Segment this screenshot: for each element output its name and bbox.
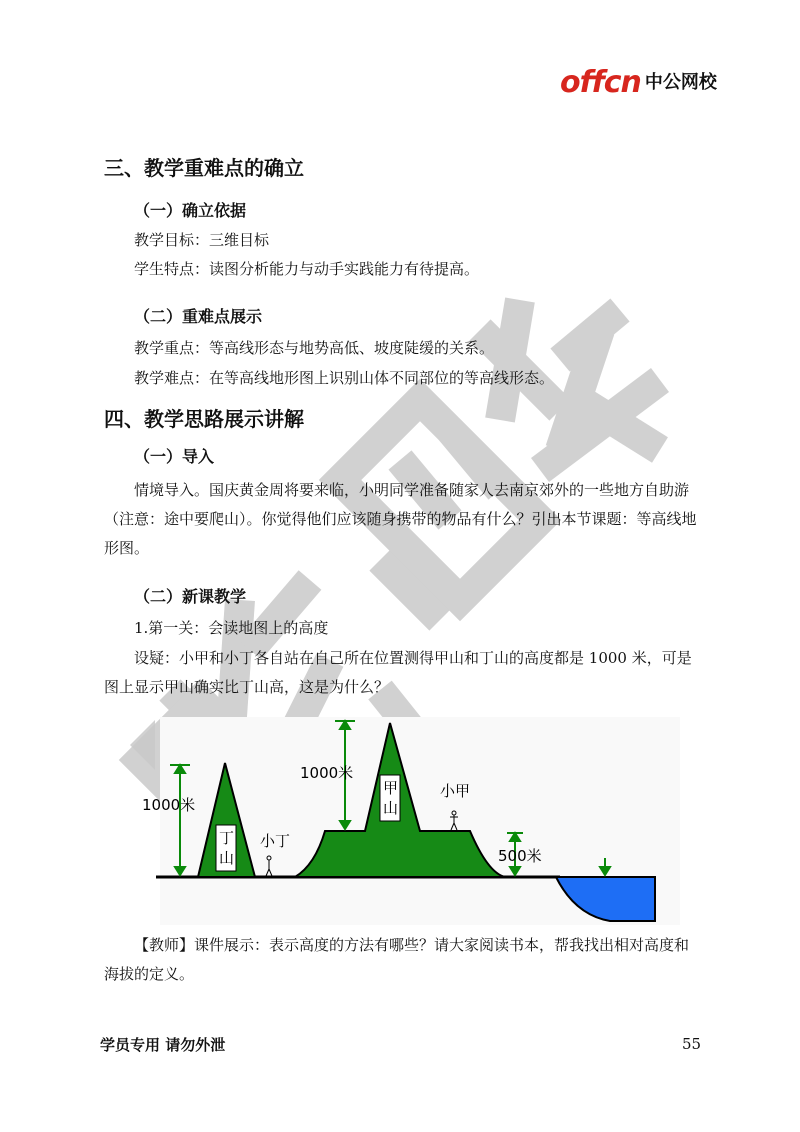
label-person-jia: 小甲 [440,782,471,800]
student-feature-line: 学生特点：读图分析能力与动手实践能力有待提高。 [134,260,480,278]
height-diagram [120,715,680,925]
label-jia-height: 1000米 [300,764,354,782]
logo-chinese-text: 中公网校 [644,72,717,93]
section3-sub1-heading: （一）确立依据 [134,201,247,220]
label-person-ding: 小丁 [260,832,291,850]
section4-heading: 四、教学思路展示讲解 [104,407,304,431]
label-ding-height: 1000米 [142,796,196,814]
section3-sub2-heading: （二）重难点展示 [134,307,263,326]
key-point-line: 教学重点：等高线形态与地势高低、坡度陡缓的关系。 [134,339,495,357]
mountain-jia-char2: 山 [383,799,399,817]
label-500: 500米 [498,847,542,865]
section4-sub1-heading: （一）导入 [134,447,215,466]
logo-offcn-text: offcn [560,65,641,100]
teacher-paragraph: 【教师】课件展示：表示高度的方法有哪些？请大家阅读书本，帮我找出相对高度和海拔的定义。 [104,936,690,983]
brand-logo [560,65,717,100]
page-number: 55 [682,1035,702,1053]
question-paragraph: 设疑：小甲和小丁各自站在自己所在位置测得甲山和丁山的高度都是 1000 米，可是图上显示甲山确实比丁山高，这是为什么？ [104,649,692,696]
difficult-point-line: 教学难点：在等高线地形图上识别山体不同部位的等高线形态。 [134,369,555,387]
intro-paragraph: 情境导入。国庆黄金周将要来临，小明同学准备随家人去南京郊外的一些地方自助游（注意：途中要爬山）。你觉得他们应该随身携带的物品有什么？引出本节课题：等高线地形图。 [104,481,697,557]
step-one-line: 1.第一关：会读地图上的高度 [134,619,329,637]
mountain-ding-char2: 山 [219,849,235,867]
teaching-goal-line: 教学目标：三维目标 [134,231,270,249]
mountain-ding-char1: 丁 [219,829,235,847]
section3-heading: 三、教学重难点的确立 [104,156,304,180]
section4-sub2-heading: （二）新课教学 [134,587,247,606]
mountain-jia-char1: 甲 [383,779,399,797]
footer-notice: 学员专用 请勿外泄 [100,1036,226,1054]
